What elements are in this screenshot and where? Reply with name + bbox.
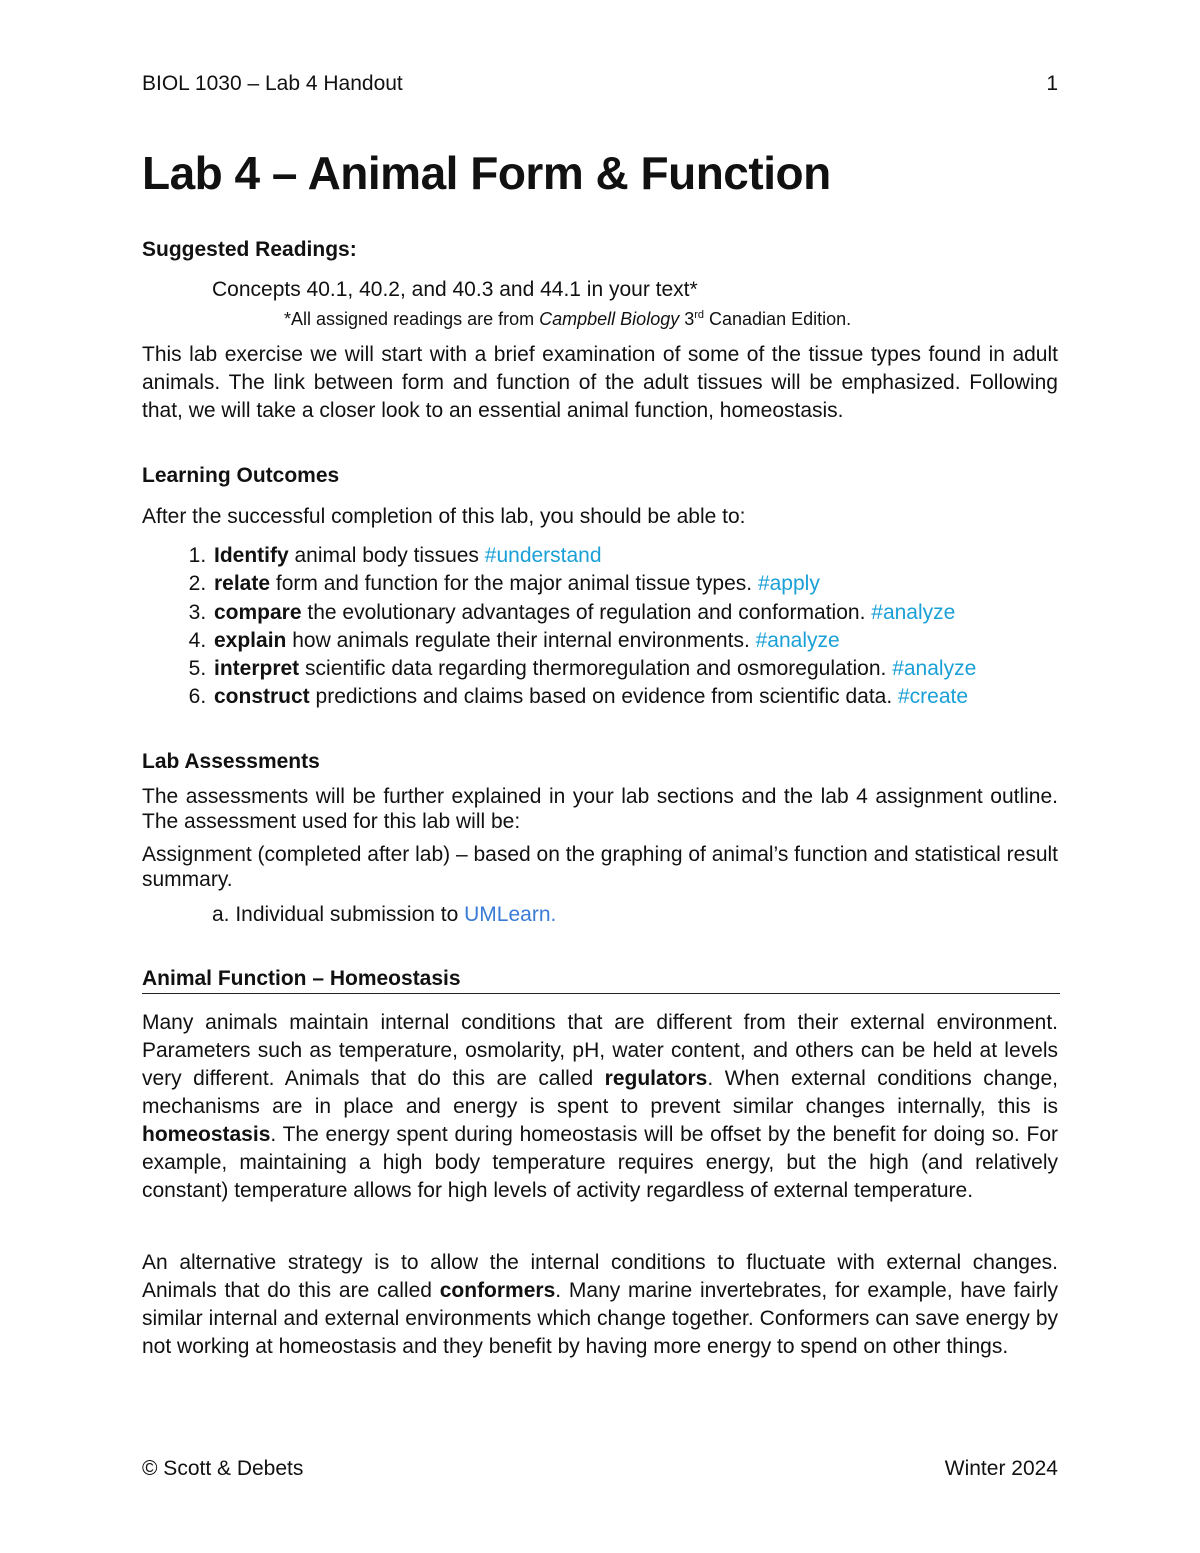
term-label: Winter 2024 bbox=[944, 1457, 1058, 1480]
readings-note: *All assigned readings are from Campbell Biology 3rd Canadian Edition. bbox=[284, 309, 852, 329]
outcomes-section bbox=[142, 462, 1058, 490]
hashtag: #create bbox=[898, 685, 969, 709]
umlearn-link[interactable]: UMLearn. bbox=[464, 903, 557, 926]
readings-section bbox=[142, 236, 1058, 264]
course-label: BIOL 1030 – Lab 4 Handout bbox=[142, 72, 403, 95]
section-divider bbox=[142, 993, 1060, 994]
readings-concepts: Concepts 40.1, 40.2, and 40.3 and 44.1 in your text* bbox=[212, 278, 698, 301]
page-footer bbox=[142, 1457, 1058, 1481]
outcomes-list bbox=[142, 542, 1058, 712]
hashtag: #understand bbox=[484, 544, 602, 567]
assessment-item: a. Individual submission to UMLearn. bbox=[212, 903, 557, 926]
list-item: 1. Identify animal body tissues #understand bbox=[212, 542, 1058, 570]
book-title: Campbell Biology bbox=[539, 309, 680, 329]
outcomes-heading: Learning Outcomes bbox=[142, 464, 340, 487]
page-header bbox=[142, 72, 1058, 96]
assessments-section bbox=[142, 748, 1058, 776]
list-item: 3. compare the evolutionary advantages of regulation and conformation. #analyze bbox=[212, 599, 1058, 627]
outcomes-list-wrap bbox=[142, 542, 1058, 712]
hashtag: #analyze bbox=[755, 628, 840, 652]
assessments-heading: Lab Assessments bbox=[142, 750, 320, 773]
list-item: 4. explain how animals regulate their internal environments. #analyze bbox=[212, 627, 1058, 655]
page-title: Lab 4 – Animal Form & Function bbox=[142, 147, 831, 199]
page-number: 1 bbox=[1046, 72, 1058, 95]
list-item: 2. relate form and function for the major animal tissue types. #apply bbox=[212, 570, 1058, 598]
outcomes-lead: After the successful completion of this lab, you should be able to: bbox=[142, 505, 746, 528]
assessments-p2: Assignment (completed after lab) – based on the graphing of animal’s function and statistical result summary. bbox=[142, 843, 1058, 891]
term-conformers: conformers bbox=[439, 1279, 556, 1302]
hashtag: #apply bbox=[757, 572, 820, 596]
copyright: © Scott & Debets bbox=[142, 1457, 304, 1480]
homeostasis-p1: Many animals maintain internal conditions that are different from their external environment. Parameters such as temperature, osmolarity, pH, water content, and others can be held at levels very different. Animals that do this are called regulators. When external conditions change, mechanisms are in place and energy is spent to prevent similar changes internally, this is homeostasis. The energy spent during homeostasis will be offset by the benefit for doing so. For example, maintaining a high body temperature requires energy, but the high (and relatively constant) temperature allows for high levels of activity regardless of external temperature. bbox=[142, 1011, 1058, 1202]
intro-paragraph: This lab exercise we will start with a brief examination of some of the tissue types found in adult animals. The link between form and function of the adult tissues will be emphasized. Following that, we will take a closer look to an essential animal function, homeostasis. bbox=[142, 343, 1058, 422]
assessments-p1: The assessments will be further explained in your lab sections and the lab 4 assignment outline. The assessment used for this lab will be: bbox=[142, 785, 1058, 833]
term-regulators: regulators bbox=[604, 1067, 708, 1090]
list-item: 6. construct predictions and claims based on evidence from scientific data. #create bbox=[212, 683, 1058, 711]
term-homeostasis: homeostasis bbox=[142, 1123, 271, 1146]
hashtag: #analyze bbox=[871, 600, 956, 624]
list-item: 5. interpret scientific data regarding thermoregulation and osmoregulation. #analyze bbox=[212, 655, 1058, 683]
readings-heading: Suggested Readings: bbox=[142, 238, 357, 261]
homeostasis-section bbox=[142, 965, 1058, 993]
hashtag: #analyze bbox=[892, 657, 977, 681]
homeostasis-heading: Animal Function – Homeostasis bbox=[142, 967, 461, 990]
homeostasis-p2: An alternative strategy is to allow the internal conditions to fluctuate with external changes. Animals that do this are called conformers. Many marine invertebrates, for example, have fairly similar internal and external environments which change together. Conformers can save energy by not working at homeostasis and they benefit by having more energy to spend on other things. bbox=[142, 1251, 1059, 1358]
